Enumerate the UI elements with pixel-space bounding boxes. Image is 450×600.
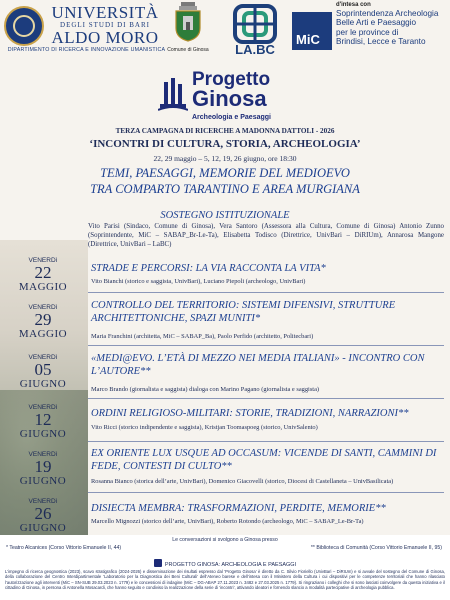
event-title: STRADE E PERCORSI: LA VIA RACCONTA LA VITA* [91, 263, 326, 274]
university-seal-icon [4, 6, 44, 46]
campaign-line: TERZA CAMPAGNA DI RICERCHE A MADONNA DATTOLI - 2026 [115, 127, 335, 135]
event-title: ORDINI RELIGIOSO-MILITARI: STORIE, TRADIZIONI, NARRAZIONI** [91, 408, 409, 419]
venue-teatro: * Teatro Alcanices (Corso Vittorio Emanuele II, 44) [6, 545, 122, 551]
event-month: MAGGIO [18, 328, 68, 340]
university-line1: UNIVERSITÀ [51, 3, 159, 22]
intesa-line: Belle Arti e Paesaggio [336, 18, 417, 28]
event-weekday: VENERDì [28, 304, 58, 311]
event-weekday: VENERDì [28, 257, 58, 264]
footer-project-line [0, 559, 450, 568]
comune-caption: Comune di Ginosa [167, 47, 209, 53]
event-divider [88, 292, 444, 293]
event-speakers: Vito Ricci (storico indipendente e saggista), Kristjan Toomaspoeg (storico, UnivSalento) [91, 424, 318, 431]
event-weekday: VENERDì [28, 451, 58, 458]
intesa-line: Soprintendenza Archeologia [336, 8, 439, 18]
theme-line1: TEMI, PAESAGGI, MEMORIE DEL MEDIOEVO [100, 166, 350, 180]
legal-notice: L’impegno di ricerca geognostica (2023), scavo stratigrafico (2024-2026) e disseminazione dei risultati espresso dal ‘Progetto Ginosa’ è diretto da C. Silvio Fioriello (UnivBari – DiRIUm) e si avvale del sostegno del Comune di Ginosa, della collaborazione del Centro Interdipartimentale ‘Laboratorio per la Diagnostica dei Beni Culturali’ dell’Ateneo barese e dell’intesa con il Ministero della Cultura i cui dispositivi per le competenze territoriali che hanno rilasciato l’autorizzazione agli interventi (MiC – SN-SUB 29.03.2023 n. 1779) e le concessioni di indagine (MiC – DG-ABAP 27.11.2023 n. 3482 e 27.03.2025 n. 1779). Si ringraziano i colleghi che si sono lasciati coinvolgere da questa iniziativa e il cittadino di Ginosa, in persona di Antonella Mosacardi, che hanno seguito e condiviso la realizzazione della serie di ‘incontri’, attivando ideatori e fornendo slancio a modalità partecipative di archeologia pubblica. [5, 569, 445, 590]
event-title: EX ORIENTE LUX USQUE AD OCCASUM: VICENDE DI SANTI, CAMMINI DI FEDE, CONTESTI DI CULTO** [91, 448, 437, 472]
event-title: CONTROLLO DEL TERRITORIO: SISTEMI DIFENSIVI, STRUTTURE ARCHITETTONICHE, SPAZI MUNITI* [91, 300, 396, 324]
event-date [0, 354, 86, 390]
event-month: GIUGNO [19, 475, 67, 487]
event-date [0, 257, 86, 293]
event-month: GIUGNO [19, 522, 67, 534]
project-title [192, 71, 270, 110]
comune-crest-icon [173, 2, 203, 42]
labc-knot-icon [232, 3, 278, 45]
sostegno-heading: SOSTEGNO ISTITUZIONALE [160, 210, 290, 221]
project-monument-icon [158, 74, 188, 114]
event-date [0, 404, 86, 440]
event-month: GIUGNO [19, 428, 67, 440]
venue-biblioteca: ** Biblioteca di Comunità (Corso Vittorio Emanuele II, 95) [310, 545, 442, 551]
footer-project-label: PROGETTO GINOSA: ARCHEOLOGIA E PAESAGGI [164, 562, 297, 568]
event-speakers: Marcello Mignozzi (storico dell’arte, UnivBari), Roberto Rotondo (archeologo, MiC – SABAP_Le-Br-Ta) [91, 518, 364, 525]
university-name [45, 4, 165, 46]
event-date [0, 304, 86, 340]
labc-label: LA.BC [235, 42, 275, 57]
cycle-title: ‘INCONTRI DI CULTURA, STORIA, ARCHEOLOGIA’ [89, 138, 361, 150]
project-title-line1: Progetto [192, 69, 271, 90]
event-date [0, 451, 86, 487]
event-speakers: Marco Brando (giornalista e saggista) dialoga con Marino Pagano (giornalista e saggista) [91, 386, 320, 393]
event-speakers: Rosanna Bianco (storica dell’arte, UnivBari), Domenico Giacovelli (storico, Diocesi di Castellaneta – UnivBasilicata) [91, 478, 394, 485]
event-day-number: 19 [34, 457, 52, 476]
event-divider [88, 345, 444, 346]
header-logos [0, 0, 450, 60]
event-divider [88, 441, 444, 442]
theme-line2: TRA COMPARTO TARANTINO E AREA MURGIANA [90, 182, 360, 196]
university-department: DIPARTIMENTO DI RICERCA E INNOVAZIONE UMANISTICA [7, 47, 166, 53]
university-line3: ALDO MORO [51, 28, 159, 47]
intesa-line: Brindisi, Lecce e Taranto [336, 37, 426, 47]
event-title: «MEDI@EVO. L’ETÀ DI MEZZO NEI MEDIA ITALIANI» - INCONTRO CON L’AUTORE** [91, 353, 425, 377]
project-mini-icon [154, 559, 162, 567]
event-weekday: VENERDì [28, 498, 58, 505]
mic-label: MiC [296, 32, 320, 47]
event-month: MAGGIO [18, 281, 68, 293]
event-divider [88, 398, 444, 399]
project-subtitle: Archeologia e Paesaggi [192, 114, 271, 121]
event-date [0, 498, 86, 534]
event-day-number: 26 [34, 504, 52, 523]
intesa-label: d'intesa con [336, 2, 371, 8]
intesa-block [336, 2, 450, 47]
mic-logo [292, 12, 332, 50]
event-day-number: 29 [34, 310, 52, 329]
project-title-line2: Ginosa [192, 86, 267, 112]
event-divider [88, 492, 444, 493]
event-speakers: Maria Franchini (architetta, MiC – SABAP_Ba), Paolo Perfido (architetto, Politecbari) [91, 333, 314, 340]
event-month: GIUGNO [19, 378, 67, 390]
event-day-number: 05 [34, 360, 52, 379]
event-title: DISIECTA MEMBRA: TRASFORMAZIONI, PERDITE, MEMORIE** [91, 503, 386, 514]
sostegno-text: Vito Parisi (Sindaco, Comune di Ginosa), Vera Santoro (Assessora alla Cultura, Comune di Ginosa) Antonio Zunno (Soprintendente, MiC – SABAP_Br-Le-Ta), Elisabetta Todisco (Direttrice, UnivBari – DiRIUm), Annarosa Mangone (Direttrice, UnivBari – LaBC) [88, 223, 444, 248]
university-line2: DEGLI STUDI DI BARI [60, 21, 150, 29]
event-speakers: Vito Bianchi (storico e saggista, UnivBari), Luciano Piepoli (archeologo, UnivBari) [91, 278, 306, 285]
event-weekday: VENERDì [28, 354, 58, 361]
event-day-number: 22 [34, 263, 52, 282]
intesa-line: per le province di [336, 27, 399, 37]
event-weekday: VENERDì [28, 404, 58, 411]
event-day-number: 12 [34, 410, 52, 429]
venues-note: Le conversazioni si svolgono a Ginosa presso [172, 537, 278, 543]
cycle-dates: 22, 29 maggio – 5, 12, 19, 26 giugno, ore 18:30 [153, 154, 297, 163]
